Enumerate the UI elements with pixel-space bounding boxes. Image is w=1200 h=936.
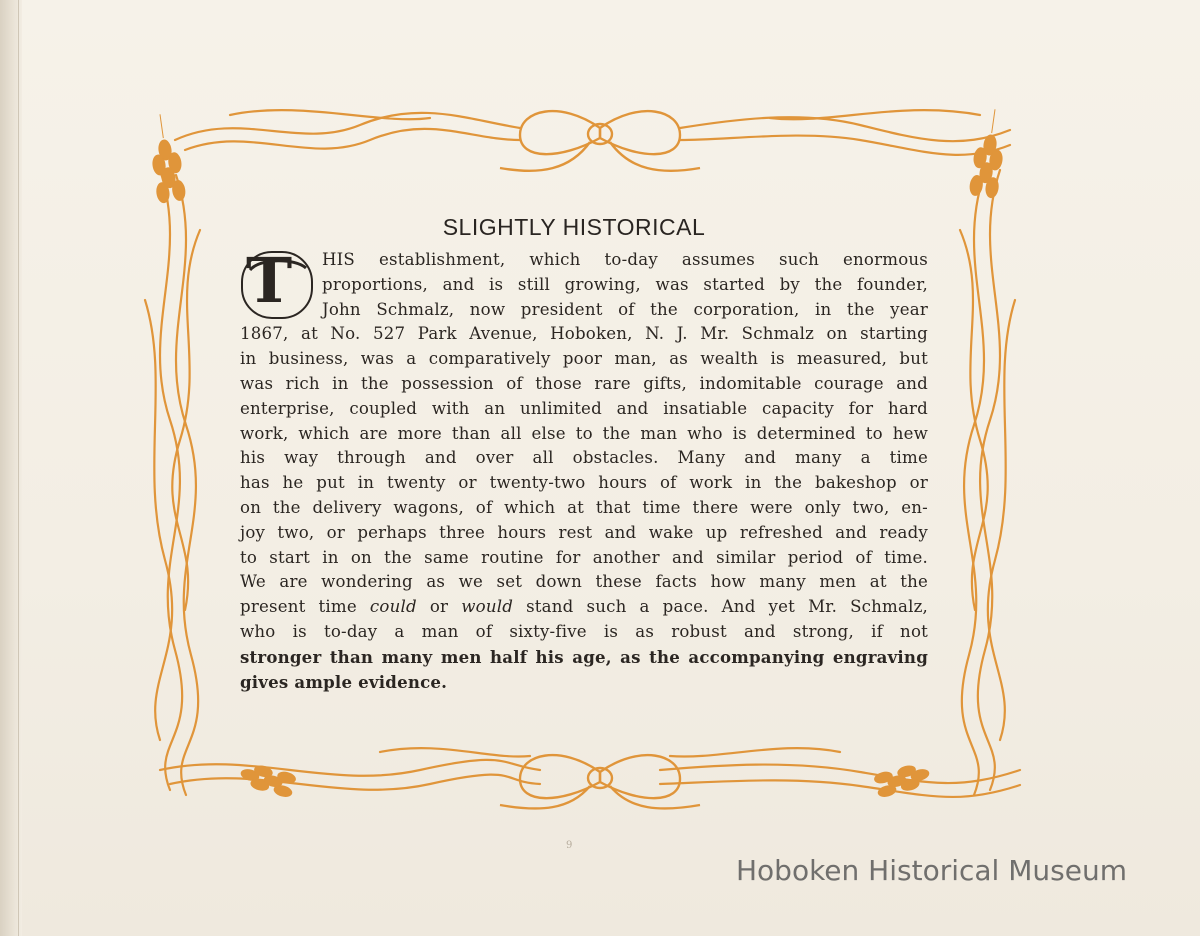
text-fragment: or (416, 597, 462, 617)
italic-word: would (461, 597, 514, 617)
text-line: HIS establishment, which to-day assumes such enormous (322, 250, 928, 269)
italic-word: could (369, 597, 417, 617)
page-number: 9 (566, 840, 573, 851)
page-title: SLIGHTLY HISTORICAL (442, 214, 706, 240)
text-line-final: gives ample evidence. (240, 671, 448, 692)
text-line: who is to-day a man of sixty-five is as robust and strong, if not (240, 621, 928, 641)
text-line: proportions, and is still growing, was started by the founder, (322, 274, 928, 294)
text-line: stronger than many men half his age, as the accompanying engraving (240, 646, 928, 667)
text-line: enterprise, coupled with an unlimited and insatiable capacity for hard (240, 398, 928, 418)
text-line: John Schmalz, now president of the corporation, in the year (322, 299, 928, 319)
text-line: in business, was a comparatively poor man, as wealth is measured, but (240, 349, 928, 369)
text-line: was rich in the possession of those rare gifts, indomitable courage and (240, 373, 928, 393)
historical-text (240, 244, 928, 694)
illuminated-drop-cap-icon (240, 244, 314, 318)
text-line: joy two, or perhaps three hours rest and wake up refreshed and ready (240, 522, 928, 542)
text-line: has he put in twenty or twenty-two hours of work in the bakeshop or (240, 473, 928, 493)
text-fragment: stand such a pace. And yet Mr. Schmalz, (513, 597, 928, 617)
text-line: 1867, at No. 527 Park Avenue, Hoboken, N. J. Mr. Schmalz on starting (240, 324, 928, 344)
museum-watermark: Hoboken Historical Museum (736, 854, 1127, 887)
text-line: to start in on the same routine for another and similar period of time. (240, 547, 928, 567)
text-line: We are wondering as we set down these facts how many men at the (240, 572, 928, 592)
text-line: his way through and over all obstacles. Many and many a time (240, 448, 928, 468)
text-line-italics (240, 595, 928, 620)
text-line: work, which are more than all else to the man who is determined to hew (240, 423, 928, 443)
drop-cap-letter: T (246, 244, 293, 317)
text-line: on the delivery wagons, of which at that time there were only two, en- (240, 497, 928, 517)
text-fragment: present time (240, 597, 370, 617)
